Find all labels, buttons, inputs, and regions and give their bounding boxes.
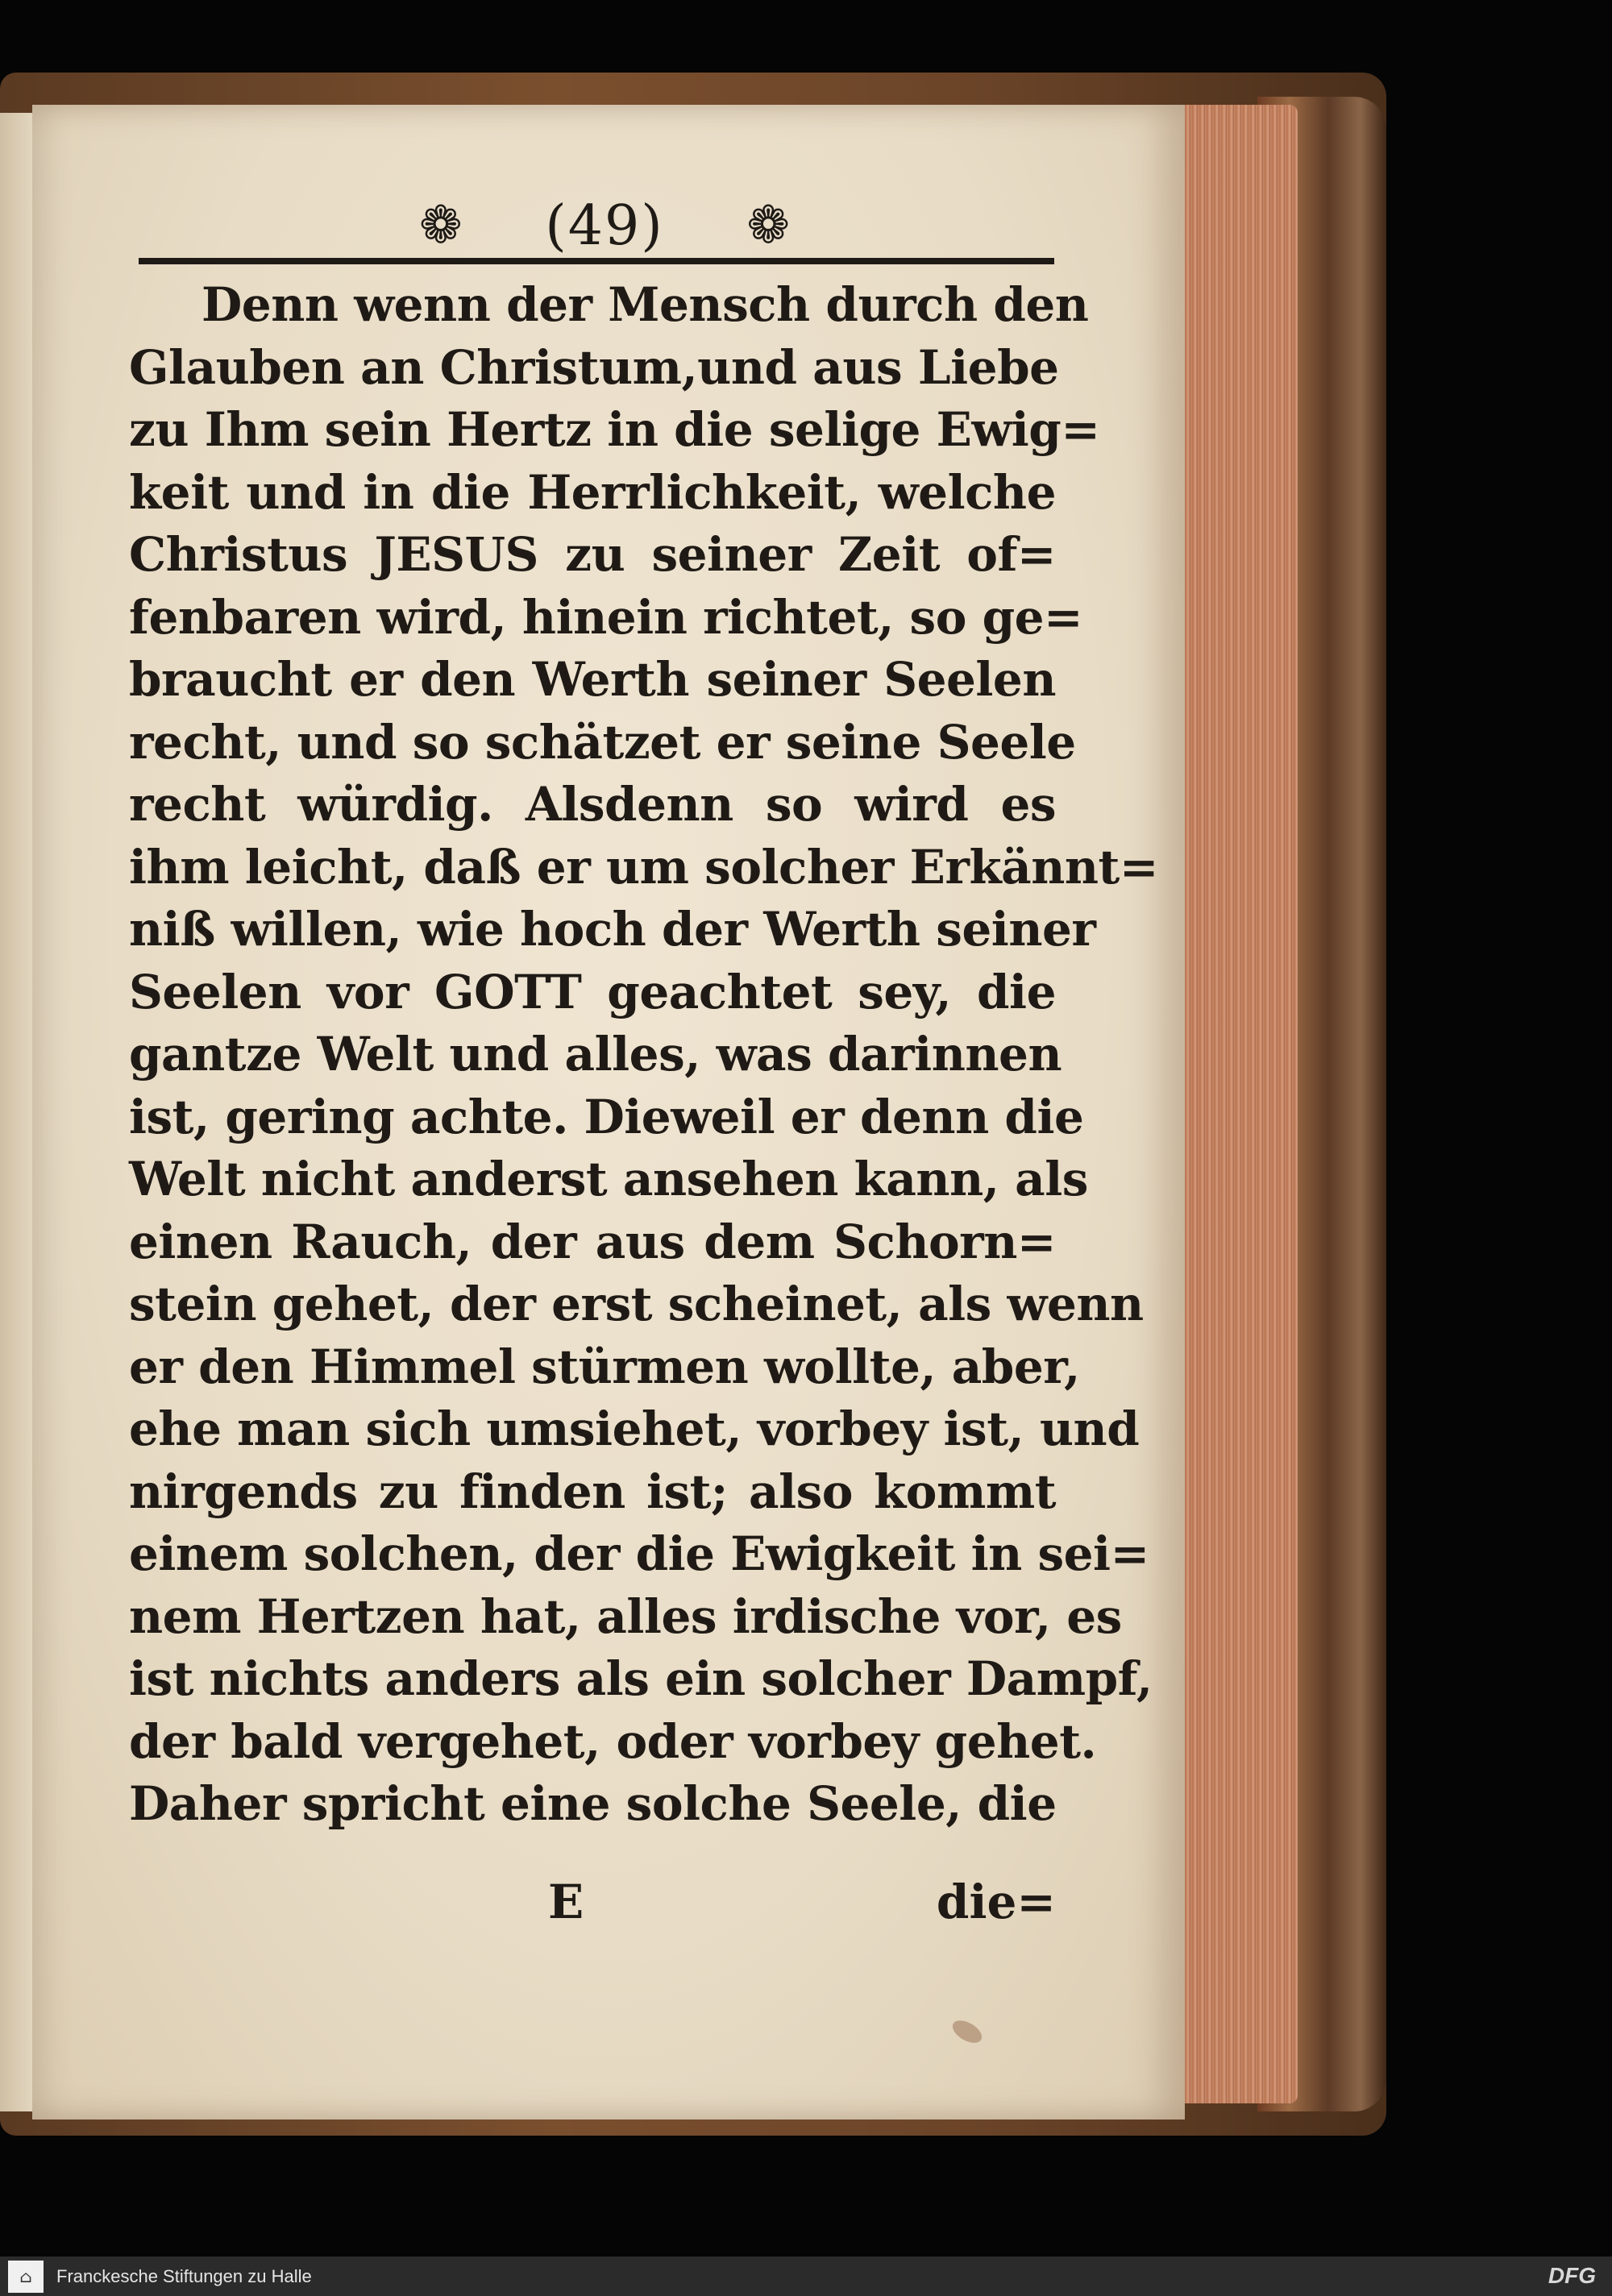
text-line: braucht er den Werth seiner Seelen [129, 652, 1056, 707]
text-line: ist, gering achte. Dieweil er denn die [129, 1089, 1084, 1144]
text-line: nirgends zu finden ist; also kommt [129, 1464, 1056, 1519]
text-line: zu Ihm sein Hertz in die selige Ewig= [129, 402, 1100, 457]
text-line: einen Rauch, der aus dem Schorn= [129, 1214, 1056, 1269]
text-line: einem solchen, der die Ewigkeit in sei= [129, 1526, 1149, 1581]
text-line: Daher spricht eine solche Seele, die [129, 1776, 1057, 1831]
page-footer-line [129, 1870, 1056, 1934]
text-line: der bald vergehet, oder vorbey gehet. [129, 1713, 1097, 1769]
text-line: gantze Welt und alles, was darinnen [129, 1027, 1062, 1082]
text-line: ihm leicht, daß er um solcher Erkännt= [129, 839, 1158, 895]
facing-page-edge [0, 113, 32, 2111]
signature-mark: E [548, 1875, 584, 1929]
text-line: Welt nicht anderst ansehen kann, als [129, 1152, 1088, 1206]
funder-logo: DFG [1548, 2263, 1596, 2288]
flower-ornament-icon: ❁ [419, 196, 463, 255]
text-line: recht, und so schätzet er seine Seele [129, 714, 1076, 770]
text-line: fenbaren wird, hinein richtet, so ge= [129, 589, 1083, 645]
page-edges [1169, 105, 1298, 2103]
body-text [129, 274, 1158, 1836]
page-header [419, 193, 790, 258]
text-line: Christus JESUS zu seiner Zeit of= [129, 527, 1056, 582]
page-number: (49) [545, 193, 664, 258]
header-rule [139, 258, 1054, 264]
text-line: er den Himmel stürmen wollte, aber, [129, 1339, 1080, 1394]
catchword: die= [936, 1875, 1056, 1929]
text-line: Glauben an Christum,und aus Liebe [129, 339, 1059, 395]
text-line: ehe man sich umsiehet, vorbey ist, und [129, 1401, 1140, 1456]
text-line: niß willen, wie hoch der Werth seiner [129, 902, 1096, 957]
text-line: Seelen vor GOTT geachtet sey, die [129, 964, 1056, 1019]
text-line: nem Hertzen hat, alles irdische vor, es [129, 1588, 1122, 1644]
institution-name: Franckesche Stiftungen zu Halle [56, 2265, 312, 2286]
text-line: ist nichts anders als ein solcher Dampf, [129, 1651, 1153, 1706]
viewer-footer [0, 2257, 1612, 2296]
text-line: recht würdig. Alsdenn so wird es [129, 777, 1056, 832]
institution-logo-icon: ⌂ [8, 2261, 44, 2293]
text-line: keit und in die Herrlichkeit, welche [129, 464, 1056, 520]
flower-ornament-icon: ❁ [746, 196, 790, 255]
text-line: Denn wenn der Mensch durch den [202, 277, 1089, 332]
text-line: stein gehet, der erst scheinet, als wenn [129, 1277, 1144, 1331]
